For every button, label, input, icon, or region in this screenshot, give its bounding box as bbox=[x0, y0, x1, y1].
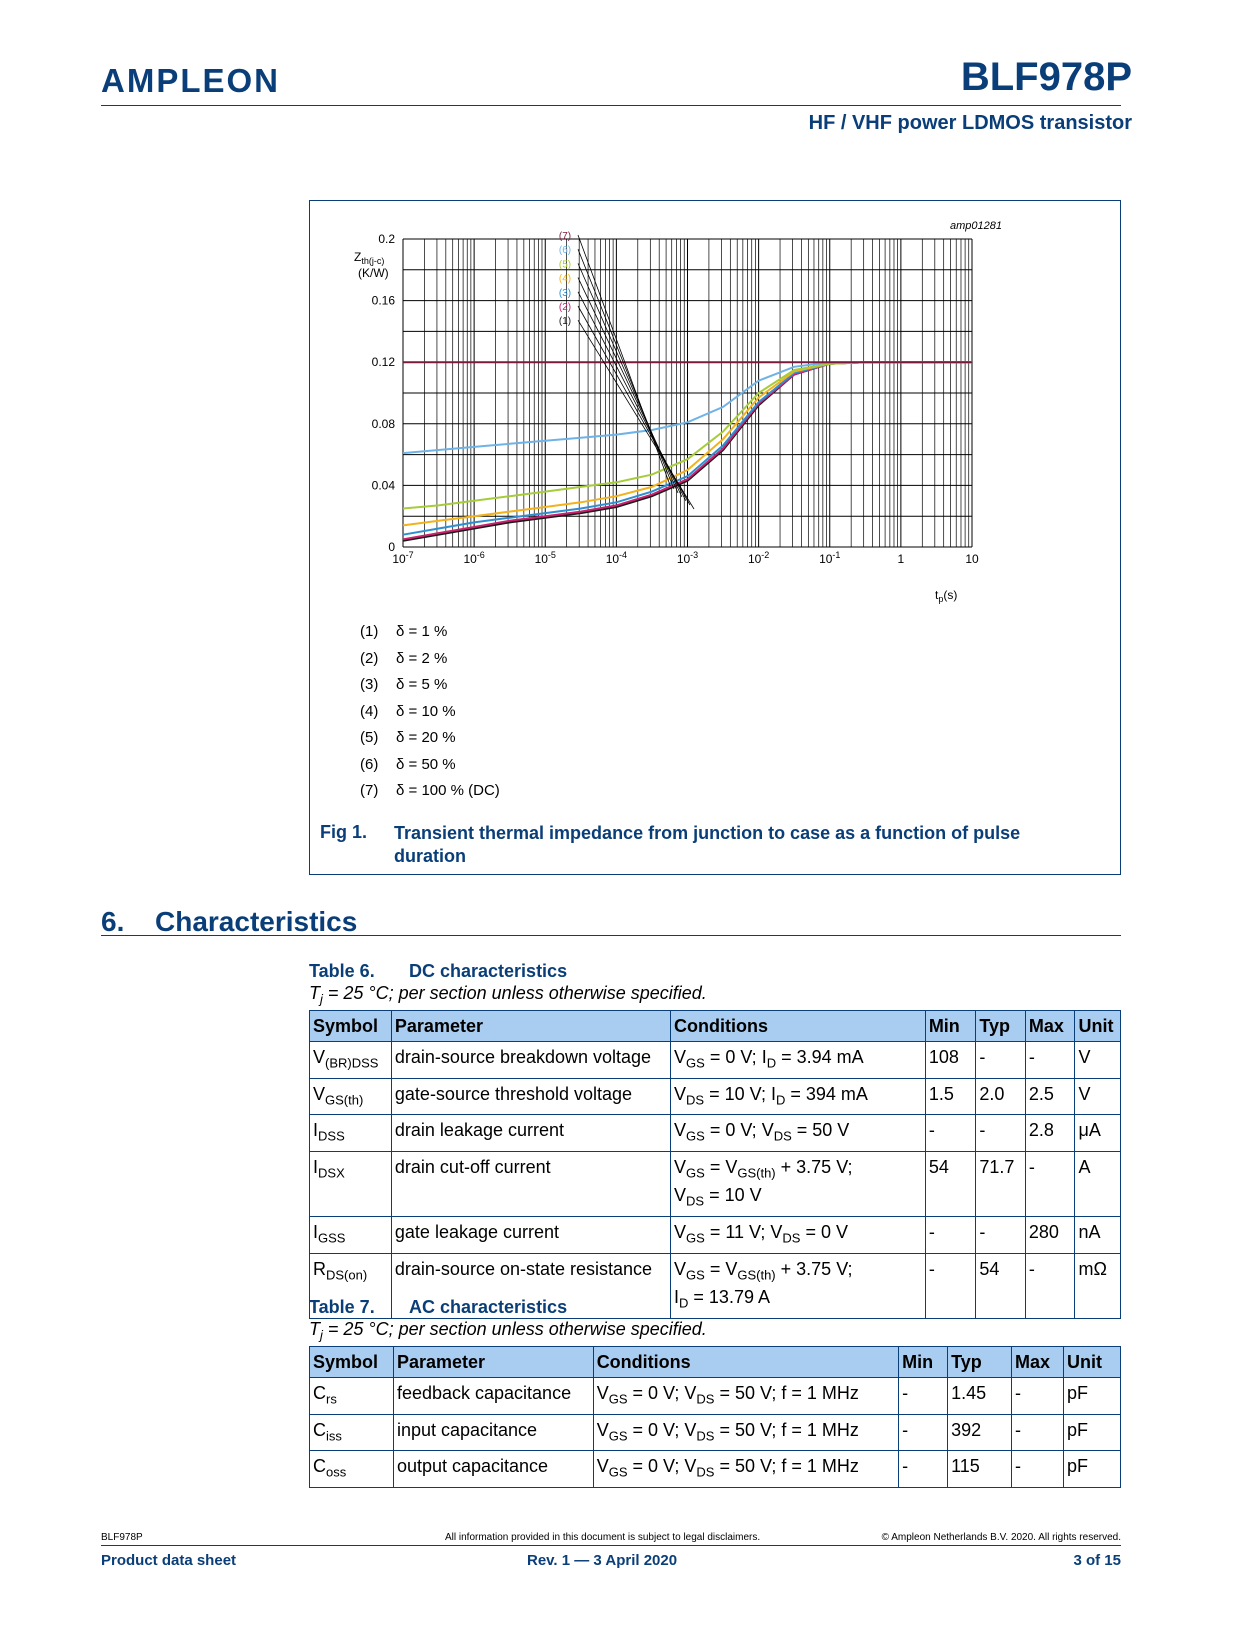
legend-item-number: (2) bbox=[360, 649, 379, 667]
legend-item-text: δ = 100 % (DC) bbox=[396, 782, 500, 799]
column-header: Conditions bbox=[593, 1347, 898, 1378]
column-header: Unit bbox=[1075, 1011, 1121, 1042]
cell-conditions: $V_{GS} = V_{GS(th)} + 3.75$ V; $I_D = 13.79$ A bbox=[671, 1253, 926, 1318]
table-row bbox=[310, 1151, 1121, 1216]
y-tick-label: 0.2 bbox=[378, 232, 395, 246]
cell-typ: 392 bbox=[948, 1414, 1012, 1451]
cell-parameter: drain cut-off current bbox=[391, 1151, 670, 1216]
legend-item-text: δ = 2 % bbox=[396, 649, 448, 667]
cell-symbol: $V_{GS(th)}$ bbox=[310, 1078, 392, 1115]
cell-unit: pF bbox=[1064, 1414, 1121, 1451]
x-tick-label: $10^{-2}$ bbox=[747, 550, 770, 566]
x-tick-label: $10^{-3}$ bbox=[676, 550, 699, 566]
ac-characteristics-table bbox=[309, 1346, 1121, 1488]
cell-max: - bbox=[1025, 1151, 1075, 1216]
x-axis-label bbox=[935, 588, 957, 604]
table-row bbox=[310, 1451, 1121, 1488]
figure-caption-label: Fig 1. bbox=[320, 822, 368, 842]
cell-unit: nA bbox=[1075, 1216, 1121, 1253]
x-tick-label: 10 bbox=[965, 552, 979, 566]
cell-min: 1.5 bbox=[925, 1078, 976, 1115]
cell-max: - bbox=[1025, 1042, 1075, 1079]
cell-max: - bbox=[1025, 1253, 1075, 1318]
footer-disclaimer: All information provided in this document is subject to legal disclaimers. bbox=[445, 1532, 761, 1543]
column-header: Parameter bbox=[391, 1011, 670, 1042]
table6-label: Table 6. bbox=[309, 961, 375, 981]
cell-unit: V bbox=[1075, 1042, 1121, 1079]
x-tick-label: $10^{-4}$ bbox=[605, 550, 628, 566]
legend-item bbox=[360, 676, 500, 703]
cell-max: 2.8 bbox=[1025, 1115, 1075, 1152]
footer-revision: Rev. 1 — 3 April 2020 bbox=[527, 1552, 678, 1569]
footer-page: 3 of 15 bbox=[1073, 1552, 1121, 1569]
x-axis-label-main: t bbox=[935, 588, 939, 602]
header-divider bbox=[101, 105, 1121, 106]
curve-callout-label: (7) bbox=[558, 231, 572, 242]
cell-symbol: $V_{(BR)DSS}$ bbox=[310, 1042, 392, 1079]
table-row bbox=[310, 1216, 1121, 1253]
legend-list bbox=[360, 623, 500, 809]
table-row bbox=[310, 1414, 1121, 1451]
legend-item-number: (7) bbox=[360, 782, 379, 799]
thermal-impedance-chart bbox=[340, 215, 1040, 610]
cell-min: - bbox=[899, 1414, 948, 1451]
footer-doc-id: BLF978P bbox=[101, 1532, 143, 1543]
table-row bbox=[310, 1042, 1121, 1079]
curve-callout-label: (1) bbox=[558, 316, 572, 328]
cell-typ: 2.0 bbox=[976, 1078, 1026, 1115]
cell-symbol: $I_{GSS}$ bbox=[310, 1216, 392, 1253]
x-axis-unit: (s) bbox=[943, 588, 958, 602]
curve-callout-label: (6) bbox=[558, 245, 572, 257]
cell-min: 54 bbox=[925, 1151, 976, 1216]
document-id: BLF978P bbox=[960, 55, 1132, 99]
legend-item bbox=[360, 623, 500, 650]
cell-symbol: $R_{DS(on)}$ bbox=[310, 1253, 392, 1318]
cell-max: - bbox=[1012, 1451, 1064, 1488]
cell-conditions: $V_{DS} = 10$ V; $I_D = 394$ mA bbox=[671, 1078, 926, 1115]
legend-item-number: (5) bbox=[360, 729, 379, 746]
section-divider bbox=[101, 935, 1121, 936]
column-header: Typ bbox=[948, 1347, 1012, 1378]
table-row bbox=[310, 1115, 1121, 1152]
cell-min: - bbox=[899, 1451, 948, 1488]
cell-max: - bbox=[1012, 1414, 1064, 1451]
cell-typ: - bbox=[976, 1115, 1026, 1152]
cell-parameter: input capacitance bbox=[393, 1414, 593, 1451]
x-tick-label: 1 bbox=[897, 552, 905, 566]
figure-code: amp01281 bbox=[950, 220, 1002, 232]
cell-unit: pF bbox=[1064, 1451, 1121, 1488]
table7-note: $T_j = 25$ °C; per section unless otherwise specified. bbox=[309, 1319, 707, 1343]
x-tick-label: $10^{-7}$ bbox=[392, 550, 414, 566]
curve-callout-label: (3) bbox=[558, 287, 572, 299]
column-header: Symbol bbox=[310, 1347, 394, 1378]
table7-title: AC characteristics bbox=[409, 1297, 568, 1317]
table6-caption bbox=[309, 961, 567, 982]
table-row bbox=[310, 1078, 1121, 1115]
cell-typ: 71.7 bbox=[976, 1151, 1026, 1216]
legend-item bbox=[360, 729, 500, 756]
cell-typ: 115 bbox=[948, 1451, 1012, 1488]
section-title: Characteristics bbox=[155, 906, 358, 937]
y-tick-label: 0.08 bbox=[371, 416, 395, 431]
cell-min: 108 bbox=[925, 1042, 976, 1079]
cell-symbol: $I_{DSS}$ bbox=[310, 1115, 392, 1152]
cell-typ: - bbox=[976, 1042, 1026, 1079]
legend-item-text: δ = 10 % bbox=[396, 702, 456, 720]
section-heading bbox=[101, 906, 357, 938]
x-tick-label: $10^{-6}$ bbox=[463, 550, 485, 566]
cell-parameter: gate-source threshold voltage bbox=[391, 1078, 670, 1115]
y-tick-label: 0.12 bbox=[371, 355, 395, 370]
cell-unit: A bbox=[1075, 1151, 1121, 1216]
curve-callout-label: (2) bbox=[558, 302, 572, 313]
legend-item-number: (4) bbox=[360, 702, 379, 720]
cell-unit: μA bbox=[1075, 1115, 1121, 1152]
legend-item-number: (6) bbox=[360, 755, 379, 773]
cell-conditions: $V_{GS} = 0$ V; $I_D = 3.94$ mA bbox=[671, 1042, 926, 1079]
cell-parameter: drain-source breakdown voltage bbox=[391, 1042, 670, 1079]
legend-item-text: δ = 1 % bbox=[396, 623, 448, 640]
y-tick-label: 0.16 bbox=[371, 293, 395, 308]
y-axis-label-sub: th(j-c) bbox=[361, 256, 385, 266]
company-logo: AMPLEON bbox=[101, 62, 280, 99]
y-axis-label bbox=[354, 250, 384, 266]
section-number: 6. bbox=[101, 906, 125, 937]
legend-item bbox=[360, 782, 500, 809]
legend-item-text: δ = 20 % bbox=[396, 729, 456, 746]
column-header: Unit bbox=[1064, 1347, 1121, 1378]
cell-unit: mΩ bbox=[1075, 1253, 1121, 1318]
x-tick-label: $10^{-5}$ bbox=[534, 550, 556, 566]
column-header: Conditions bbox=[671, 1011, 926, 1042]
cell-min: - bbox=[925, 1253, 976, 1318]
cell-parameter: drain leakage current bbox=[391, 1115, 670, 1152]
x-tick-label: $10^{-1}$ bbox=[819, 550, 841, 566]
column-header: Max bbox=[1012, 1347, 1064, 1378]
legend-item bbox=[360, 703, 500, 730]
legend-item-number: (3) bbox=[360, 676, 379, 693]
footer-divider bbox=[101, 1545, 1121, 1546]
cell-parameter: feedback capacitance bbox=[393, 1378, 593, 1415]
cell-min: - bbox=[899, 1378, 948, 1415]
footer-copyright: © Ampleon Netherlands B.V. 2020. All rights reserved. bbox=[881, 1532, 1121, 1543]
cell-min: - bbox=[925, 1216, 976, 1253]
cell-max: 2.5 bbox=[1025, 1078, 1075, 1115]
cell-conditions: $V_{GS} = V_{GS(th)} + 3.75$ V; $V_{DS} = 10$ V bbox=[671, 1151, 926, 1216]
cell-conditions: $V_{GS} = 0$ V; $V_{DS} = 50$ V; f = 1 MHz bbox=[593, 1378, 898, 1415]
y-tick-label: 0 bbox=[388, 540, 395, 554]
cell-typ: 1.45 bbox=[948, 1378, 1012, 1415]
column-header: Typ bbox=[976, 1011, 1026, 1042]
cell-conditions: $V_{GS} = 0$ V; $V_{DS} = 50$ V; f = 1 MHz bbox=[593, 1414, 898, 1451]
legend-item bbox=[360, 650, 500, 677]
y-tick-label: 0.04 bbox=[371, 478, 395, 493]
cell-typ: 54 bbox=[976, 1253, 1026, 1318]
column-header: Parameter bbox=[393, 1347, 593, 1378]
legend-item-text: δ = 50 % bbox=[396, 755, 456, 773]
table6-title: DC characteristics bbox=[409, 961, 568, 981]
cell-symbol: $C_{iss}$ bbox=[310, 1414, 394, 1451]
legend-item bbox=[360, 756, 500, 783]
cell-typ: - bbox=[976, 1216, 1026, 1253]
legend-item-text: δ = 5 % bbox=[396, 676, 448, 693]
cell-conditions: $V_{GS} = 0$ V; $V_{DS} = 50$ V; f = 1 MHz bbox=[593, 1451, 898, 1488]
cell-symbol: $C_{rs}$ bbox=[310, 1378, 394, 1415]
cell-parameter: drain-source on-state resistance bbox=[391, 1253, 670, 1318]
cell-conditions: $V_{GS} = 11$ V; $V_{DS} = 0$ V bbox=[671, 1216, 926, 1253]
column-header: Min bbox=[925, 1011, 976, 1042]
column-header: Min bbox=[899, 1347, 948, 1378]
cell-max: 280 bbox=[1025, 1216, 1075, 1253]
table6-note: $T_j = 25$ °C; per section unless otherwise specified. bbox=[309, 983, 707, 1007]
dc-characteristics-table bbox=[309, 1010, 1121, 1319]
table-row bbox=[310, 1378, 1121, 1415]
y-axis-label-main: Z bbox=[354, 250, 362, 264]
table7-label: Table 7. bbox=[309, 1297, 375, 1317]
column-header: Max bbox=[1025, 1011, 1075, 1042]
x-axis-label-sub: p bbox=[938, 594, 944, 604]
document-subtitle: HF / VHF power LDMOS transistor bbox=[808, 112, 1132, 134]
footer-doc-type: Product data sheet bbox=[101, 1552, 237, 1569]
cell-unit: pF bbox=[1064, 1378, 1121, 1415]
cell-parameter: output capacitance bbox=[393, 1451, 593, 1488]
cell-symbol: $I_{DSX}$ bbox=[310, 1151, 392, 1216]
table7-caption bbox=[309, 1297, 567, 1318]
legend-item-number: (1) bbox=[360, 623, 379, 640]
y-axis-unit: (K/W) bbox=[358, 266, 389, 280]
cell-min: - bbox=[925, 1115, 976, 1152]
cell-parameter: gate leakage current bbox=[391, 1216, 670, 1253]
figure-caption bbox=[320, 822, 1080, 870]
cell-symbol: $C_{oss}$ bbox=[310, 1451, 394, 1488]
cell-conditions: $V_{GS} = 0$ V; $V_{DS} = 50$ V bbox=[671, 1115, 926, 1152]
cell-max: - bbox=[1012, 1378, 1064, 1415]
column-header: Symbol bbox=[310, 1011, 392, 1042]
figure-caption-text: Transient thermal impedance from junction to case as a function of pulse duration bbox=[394, 823, 1021, 866]
curve-callout-label: (4) bbox=[558, 273, 572, 285]
cell-unit: V bbox=[1075, 1078, 1121, 1115]
curve-callout-label: (5) bbox=[558, 259, 572, 271]
